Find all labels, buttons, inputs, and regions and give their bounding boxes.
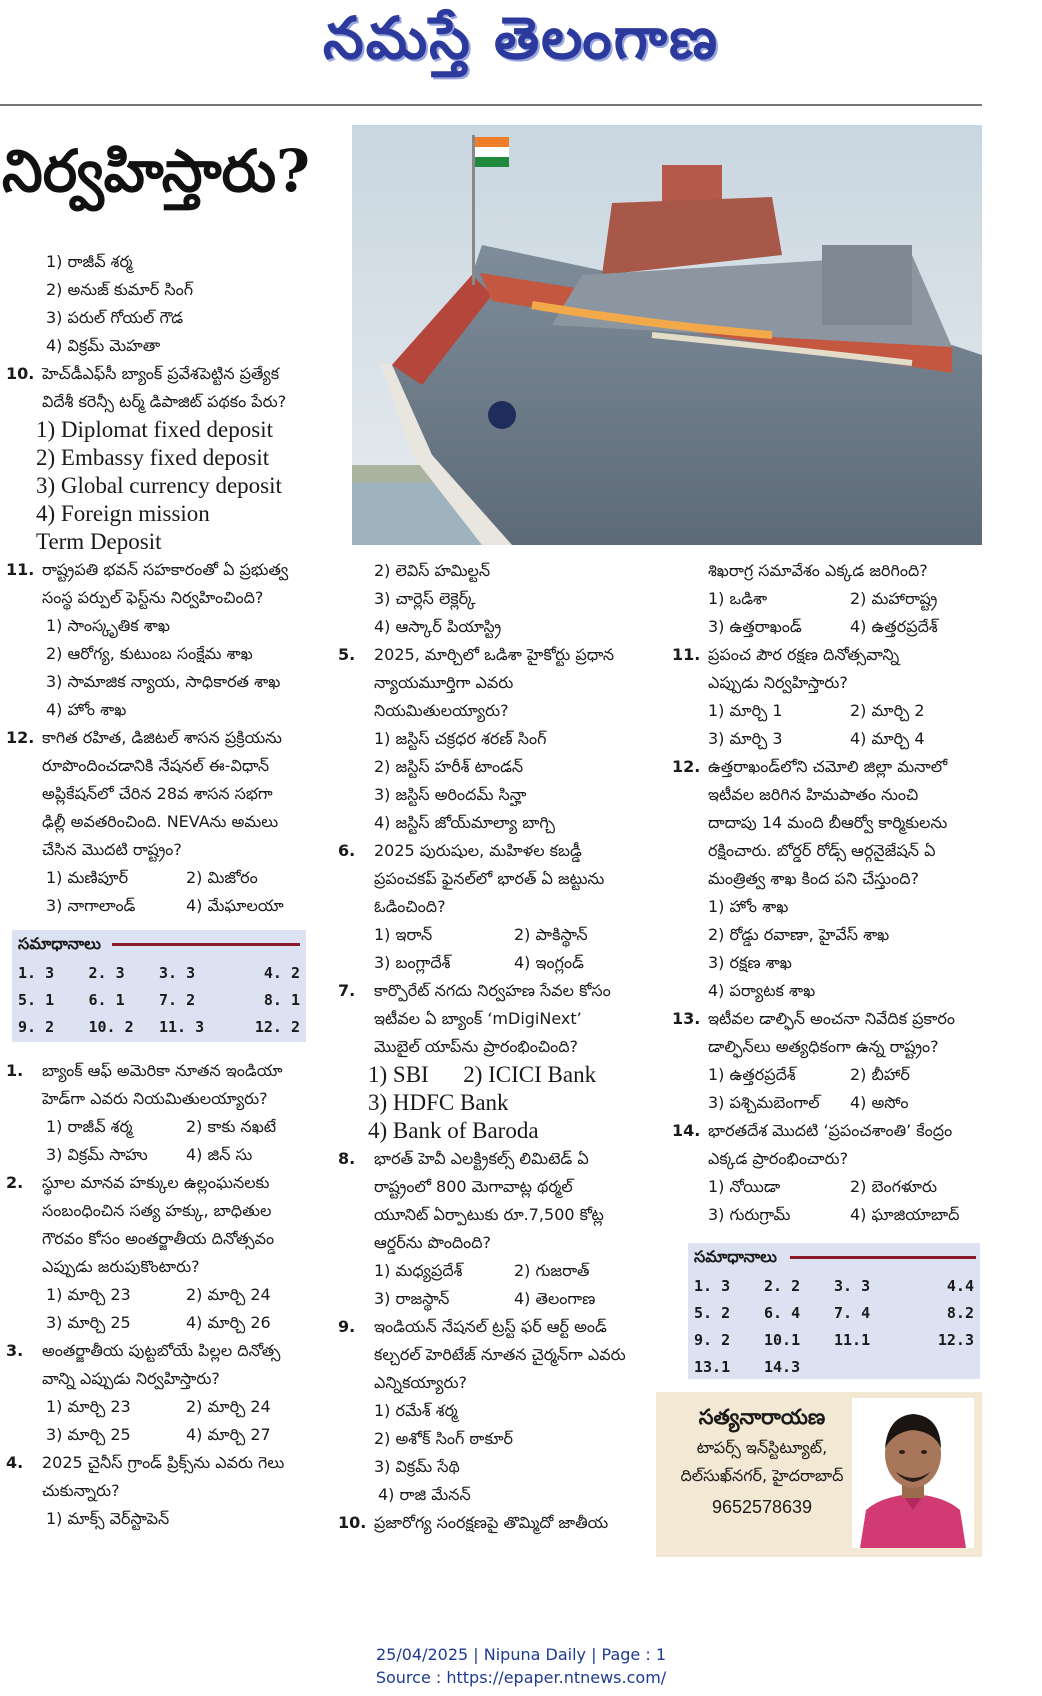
question-11	[672, 641, 982, 753]
question-number: 13.	[672, 1009, 701, 1028]
option: 1) ఉత్తరప్రదేశ్	[708, 1065, 796, 1084]
column-1	[6, 248, 326, 920]
option: 2) మార్చి 2	[850, 701, 925, 720]
option: 2) మిజోరం	[186, 868, 258, 887]
option: 3) మార్చి 25	[46, 1425, 131, 1444]
question-text: భారత్ హెవీ ఎలక్ట్రికల్స్ లిమిటెడ్ ఏ	[374, 1149, 589, 1168]
footer-edition-line: 25/04/2025 | Nipuna Daily | Page : 1	[375, 1645, 667, 1664]
option: Term Deposit	[36, 529, 162, 554]
author-name: సత్యనారాయణ	[698, 1405, 826, 1429]
author-phone: 9652578639	[711, 1497, 813, 1517]
question-number: 11.	[6, 560, 35, 579]
answer-item: 14.3	[764, 1358, 801, 1376]
question-text: ఇండియన్ నేషనల్ ట్రస్ట్ ఫర్ ఆర్ట్ అండ్	[374, 1317, 607, 1336]
avatar	[852, 1398, 974, 1548]
option: 4) హోం శాఖ	[46, 700, 127, 719]
question-text: ఆర్డర్‌ను పొందింది?	[374, 1233, 492, 1252]
question-1	[6, 1057, 326, 1169]
answer-item: 3. 3	[834, 1277, 871, 1295]
answer-item: 13.1	[694, 1358, 731, 1376]
answer-item: 11. 3	[159, 1018, 205, 1036]
answer-item: 8.2	[946, 1304, 974, 1322]
masthead	[0, 0, 1042, 100]
option-row	[672, 1173, 982, 1201]
question-text: నియమితులయ్యారు?	[374, 701, 509, 720]
ship-illustration	[352, 125, 982, 545]
option-row	[672, 725, 982, 753]
answer-item: 10.1	[764, 1331, 801, 1349]
question-number: 3.	[6, 1341, 24, 1360]
question-text: రక్షించారు. బోర్డర్ రోడ్స్ ఆర్గనైజేషన్ ఏ	[708, 841, 936, 860]
answer-item: 12. 2	[254, 1018, 300, 1036]
question-number: 5.	[338, 645, 356, 664]
option: 4) మేఘాలయా	[186, 896, 284, 915]
author-institute: టాపర్స్ ఇన్‌స్టిట్యూట్,	[696, 1438, 828, 1457]
option: 2) గుజరాత్	[514, 1261, 590, 1280]
question-10	[6, 360, 326, 556]
option: 1) SBI 2) ICICI Bank	[368, 1062, 597, 1087]
answer-key-box	[688, 1243, 980, 1379]
question-text: కాగిత రహిత, డిజిటల్ శాసన ప్రక్రియను	[42, 728, 282, 747]
answer-item: 6. 1	[88, 991, 125, 1009]
question-text: డాల్ఫిన్‌లు అత్యధికంగా ఉన్న రాష్ట్రం?	[708, 1037, 939, 1056]
option: 3) పరుల్ గోయల్ గౌడ	[46, 308, 184, 327]
question-13	[672, 1005, 982, 1117]
question-text: ఉత్తరాఖండ్‌లోని చమోలి జిల్లా మనాలో	[708, 757, 948, 776]
question-text: 2025 చైనీస్ గ్రాండ్ ప్రిక్స్‌ను ఎవరు గెలు	[42, 1453, 285, 1472]
question-number: 12.	[672, 757, 701, 776]
footer-source-line: Source : https://epaper.ntnews.com/	[375, 1668, 667, 1687]
option-row	[672, 613, 982, 641]
option: 2) మార్చి 24	[186, 1285, 271, 1304]
question-10	[338, 1509, 658, 1537]
answer-item: 4.4	[946, 1277, 974, 1295]
ship-photo	[352, 125, 982, 545]
question-text: రాష్ట్రపతి భవన్ సహకారంతో ఏ ప్రభుత్వ	[42, 560, 289, 579]
option-row	[6, 1309, 326, 1337]
answer-item: 1. 3	[694, 1277, 731, 1295]
question-text: ప్రజారోగ్య సంరక్షణపై తొమ్మిదో జాతీయ	[374, 1513, 609, 1532]
question-text: ప్రపంచకప్ ఫైనల్‌లో భారత్ ఏ జట్టును	[374, 869, 605, 888]
question-number: 8.	[338, 1149, 356, 1168]
question-text: సంబంధించిన సత్య హక్కు, బాధితుల	[42, 1201, 272, 1220]
answer-item: 5. 1	[18, 991, 55, 1009]
question-4	[6, 1449, 326, 1533]
column-3	[672, 557, 982, 1229]
question-number: 10.	[338, 1513, 367, 1532]
option: 3) రక్షణ శాఖ	[708, 953, 792, 972]
option: 4) పర్యాటక శాఖ	[708, 981, 816, 1000]
answer-key-box	[12, 930, 306, 1042]
option: 1) జస్టిస్ చక్రధర శరణ్ సింగ్	[374, 729, 547, 748]
option-row	[6, 1393, 326, 1421]
question-text: భారతదేశ మొదటి ‘ప్రపంచశాంతి’ కేంద్రం	[708, 1121, 953, 1140]
page-headline: నిర్వహిస్తారు?	[2, 137, 311, 205]
option-row	[6, 1141, 326, 1169]
newspaper-title: నమస్తే తెలంగాణ	[323, 4, 719, 72]
option: 3) ఉత్తరాఖండ్	[708, 617, 802, 636]
answer-key-title: సమాధానాలు	[694, 1247, 777, 1266]
option: 1) హోం శాఖ	[708, 897, 789, 916]
question-number: 7.	[338, 981, 356, 1000]
answer-item: 9. 2	[694, 1331, 731, 1349]
option-row	[672, 1061, 982, 1089]
option: 1) రాజీవ్ శర్మ	[46, 1117, 133, 1136]
question-text: బ్యాంక్ ఆఫ్ అమెరికా నూతన ఇండియా	[42, 1061, 283, 1080]
masthead-divider	[0, 104, 982, 106]
question-text: కల్చరల్ హెరిటేజ్ నూతన చైర్మన్‌గా ఎవరు	[374, 1345, 626, 1364]
option-row	[672, 1089, 982, 1117]
answer-key-grid	[18, 960, 300, 1041]
option: 2) రోడ్డు రవాణా, హైవేస్ శాఖ	[708, 925, 890, 944]
question-number: 10.	[6, 364, 35, 383]
option: 2) బెంగళూరు	[850, 1177, 938, 1196]
option: 1) రమేశ్ శర్మ	[374, 1401, 458, 1420]
question-6	[338, 837, 658, 977]
question-text: ఢిల్లీ అవతరించింది. NEVAను అమలు	[42, 812, 279, 831]
option-row	[6, 864, 326, 892]
question-text: రూపొందించడానికి నేషనల్ ఈ-విధాన్	[42, 756, 270, 775]
option: 1) మధ్యప్రదేశ్	[374, 1261, 463, 1280]
option: 1) మార్చి 1	[708, 701, 783, 720]
option-row	[338, 949, 658, 977]
answer-key-title: సమాధానాలు	[18, 934, 101, 953]
option: 3) మార్చి 3	[708, 729, 783, 748]
option: 4) విక్రమ్ మెహతా	[46, 336, 161, 355]
question-text: చేసిన మొదటి రాష్ట్రం?	[42, 840, 182, 859]
option: 4) ఇంగ్లండ్	[514, 953, 584, 972]
option: 2) కాకు నఖటే	[186, 1117, 277, 1136]
option: 4) మార్చి 4	[850, 729, 925, 748]
question-text: 2025, మార్చిలో ఒడిశా హైకోర్టు ప్రధాన	[374, 645, 615, 664]
answer-key-grid	[694, 1273, 974, 1381]
option: 4) రాజి మేనన్	[378, 1485, 471, 1504]
question-text: ప్రపంచ పౌర రక్షణ దినోత్సవాన్ని	[708, 645, 900, 664]
question-text: అంతర్జాతీయ పుట్టబోయే పిల్లల దినోత్స	[42, 1341, 281, 1360]
question-text: హెచ్‌డీఎఫ్‌సీ బ్యాంక్ ప్రవేశపెట్టిన ప్రత్యేక	[42, 364, 280, 383]
question-number: 12.	[6, 728, 35, 747]
column-2	[338, 557, 658, 1537]
option-row	[6, 1113, 326, 1141]
question-number: 9.	[338, 1317, 356, 1336]
question-number: 14.	[672, 1121, 701, 1140]
question-text: ఓడించింది?	[374, 897, 446, 916]
option-row	[672, 1201, 982, 1229]
option: 2) పాకిస్థాన్	[514, 925, 588, 944]
option: 4) అసోం	[850, 1093, 909, 1112]
option-row	[338, 1285, 658, 1313]
page-footer	[0, 1643, 1042, 1689]
question-text: ఇటీవల జరిగిన హిమపాతం నుంచి	[708, 785, 919, 804]
author-photo	[852, 1398, 974, 1548]
question-number: 2.	[6, 1173, 24, 1192]
option: 1) మణిపూర్	[46, 868, 129, 887]
answer-item: 3. 3	[159, 964, 196, 982]
question-text: ఎప్పుడు జరుపుకొంటారు?	[42, 1257, 200, 1276]
option-row	[338, 1257, 658, 1285]
option: 4) జిన్ సు	[186, 1145, 253, 1164]
option-row	[338, 921, 658, 949]
question-11	[6, 556, 326, 724]
answer-item: 7. 4	[834, 1304, 871, 1322]
option: 4) జస్టిస్ జోయ్‌మాల్యా బాగ్చి	[374, 813, 556, 832]
option: 3) విక్రమ్ సేథి	[374, 1457, 460, 1476]
answer-item: 7. 2	[159, 991, 196, 1009]
option: 4) ఉత్తరప్రదేశ్	[850, 617, 938, 636]
option: 1) మార్చి 23	[46, 1397, 131, 1416]
option: 3) బంగ్లాదేశ్	[374, 953, 451, 972]
question-text: శిఖరాగ్ర సమావేశం ఎక్కడ జరిగింది?	[708, 561, 928, 580]
question-12	[6, 724, 326, 920]
option: 1) నోయిడా	[708, 1177, 781, 1196]
question-number: 1.	[6, 1061, 24, 1080]
question-text: కార్పొరేట్ నగదు నిర్వహణ సేవల కోసం	[374, 981, 611, 1000]
question-text: సంస్థ పర్పుల్ ఫెస్ట్‌ను నిర్వహించింది?	[42, 588, 264, 607]
option: 4) Bank of Baroda	[368, 1118, 539, 1143]
option: 4) తెలంగాణ	[514, 1289, 596, 1308]
option: 3) చార్లెస్ లెక్లెర్క్	[374, 589, 476, 608]
question-text: న్యాయమూర్తిగా ఎవరు	[374, 673, 514, 692]
answer-item: 9. 2	[18, 1018, 55, 1036]
question-text: హెడ్‌గా ఎవరు నియమితులయ్యారు?	[42, 1089, 268, 1108]
option: 2) మార్చి 24	[186, 1397, 271, 1416]
option: 4) Foreign mission	[36, 501, 210, 526]
question-number: 6.	[338, 841, 356, 860]
option: 4) ఆస్కార్ పియాస్ట్రి	[374, 617, 502, 636]
answer-item: 2. 3	[88, 964, 125, 982]
option: 1) ఒడిశా	[708, 589, 768, 608]
question-text: అప్లికేషన్‌లో చేరిన 28వ శాసన సభగా	[42, 784, 273, 803]
option: 4) మార్చి 27	[186, 1425, 271, 1444]
option: 2) లెవిస్ హమిల్టన్	[374, 561, 491, 580]
option: 3) సామాజిక న్యాయ, సాధికారత శాఖ	[46, 672, 281, 691]
author-location: దిల్‌సుఖ్‌నగర్, హైదరాబాద్	[680, 1466, 844, 1485]
question-text: యూనిట్ ఏర్పాటుకు రూ.7,500 కోట్ల	[374, 1205, 604, 1224]
option: 4) ఘాజియాబాద్	[850, 1205, 960, 1224]
option: 2) బీహార్	[850, 1065, 910, 1084]
option-row	[6, 1421, 326, 1449]
question-text: రాష్ట్రంలో 800 మెగావాట్ల థర్మల్	[374, 1177, 573, 1196]
question-12	[672, 753, 982, 1005]
question-number: 11.	[672, 645, 701, 664]
question-text: ఎప్పుడు నిర్వహిస్తారు?	[708, 673, 848, 692]
question-5	[338, 641, 658, 837]
option: 2) అశోక్ సింగ్ ఠాకూర్	[374, 1429, 513, 1448]
answer-item: 6. 4	[764, 1304, 801, 1322]
question-text: విదేశీ కరెన్సీ టర్మ్ డిపాజిట్ పథకం పేరు?	[42, 392, 287, 411]
option-row	[672, 585, 982, 613]
option: 3) గురుగ్రామ్	[708, 1205, 791, 1224]
option: 2) జస్టిస్ హరీశ్ టాండన్	[374, 757, 524, 776]
option: 3) నాగాలాండ్	[46, 896, 136, 915]
option: 1) మార్చి 23	[46, 1285, 131, 1304]
option: 2) Embassy fixed deposit	[36, 445, 270, 470]
question-8	[338, 1145, 658, 1313]
option: 3) HDFC Bank	[368, 1090, 509, 1115]
answer-item: 10. 2	[88, 1018, 134, 1036]
answer-item: 2. 2	[764, 1277, 801, 1295]
question-3	[6, 1337, 326, 1449]
question-text: చుకున్నారు?	[42, 1481, 120, 1500]
question-text: ఇటీవల ఏ బ్యాంక్ ‘mDigiNext’	[374, 1009, 582, 1028]
question-text: ఎన్నికయ్యారు?	[374, 1373, 467, 1392]
option: 1) ఇరాన్	[374, 925, 433, 944]
option: 2) మహారాష్ట్ర	[850, 589, 938, 608]
question-7	[338, 977, 658, 1145]
question-number: 4.	[6, 1453, 24, 1472]
question-text: దాదాపు 14 మంది బీఆర్వో కార్మికులను	[708, 813, 948, 832]
question-14	[672, 1117, 982, 1229]
author-details	[662, 1400, 862, 1522]
answer-item: 1. 3	[18, 964, 55, 982]
option: 2) అనుజ్ కుమార్ సింగ్	[46, 280, 194, 299]
answer-item: 4. 2	[263, 964, 300, 982]
option-row	[6, 1281, 326, 1309]
option: 1) Diplomat fixed deposit	[36, 417, 273, 442]
question-text: మంత్రిత్వ శాఖ కింద పని చేస్తుంది?	[708, 869, 919, 888]
answer-item: 5. 2	[694, 1304, 731, 1322]
option: 3) పశ్చిమబెంగాల్	[708, 1093, 820, 1112]
option: 3) రాజస్థాన్	[374, 1289, 450, 1308]
option-row	[672, 697, 982, 725]
option: 3) విక్రమ్ సాహు	[46, 1145, 148, 1164]
answer-item: 12.3	[937, 1331, 974, 1349]
option: 1) రాజీవ్ శర్మ	[46, 252, 133, 271]
answer-key-rule	[790, 1256, 976, 1259]
question-text: ఇటీవల డాల్ఫిన్ అంచనా నివేదిక ప్రకారం	[708, 1009, 956, 1028]
question-text: ఎక్కడ ప్రారంభించారు?	[708, 1149, 849, 1168]
option: 3) Global currency deposit	[36, 473, 282, 498]
question-text: వాన్ని ఎప్పుడు నిర్వహిస్తారు?	[42, 1369, 220, 1388]
column-1-bottom	[6, 1057, 326, 1533]
option: 4) మార్చి 26	[186, 1313, 271, 1332]
option: 3) మార్చి 25	[46, 1313, 131, 1332]
option: 2) ఆరోగ్య, కుటుంబ సంక్షేమ శాఖ	[46, 644, 253, 663]
option: 1) మాక్స్ వెర్‌స్టాపెన్	[46, 1509, 170, 1528]
answer-item: 11.1	[834, 1331, 871, 1349]
author-card	[656, 1392, 982, 1557]
option-row	[6, 892, 326, 920]
question-9	[338, 1313, 658, 1509]
answer-item: 8. 1	[263, 991, 300, 1009]
option: 1) సాంస్కృతిక శాఖ	[46, 616, 170, 635]
answer-key-rule	[112, 943, 300, 946]
question-text: మొబైల్ యాప్‌ను ప్రారంభించింది?	[374, 1037, 579, 1056]
question-2	[6, 1169, 326, 1337]
question-text: స్థూల మానవ హక్కుల ఉల్లంఘనలకు	[42, 1173, 270, 1192]
option: 3) జస్టిస్ అరిందమ్ సిన్హా	[374, 785, 527, 804]
question-text: గౌరవం కోసం అంతర్జాతీయ దినోత్సవం	[42, 1229, 275, 1248]
question-text: 2025 పురుషుల, మహిళల కబడ్డీ	[374, 841, 582, 860]
